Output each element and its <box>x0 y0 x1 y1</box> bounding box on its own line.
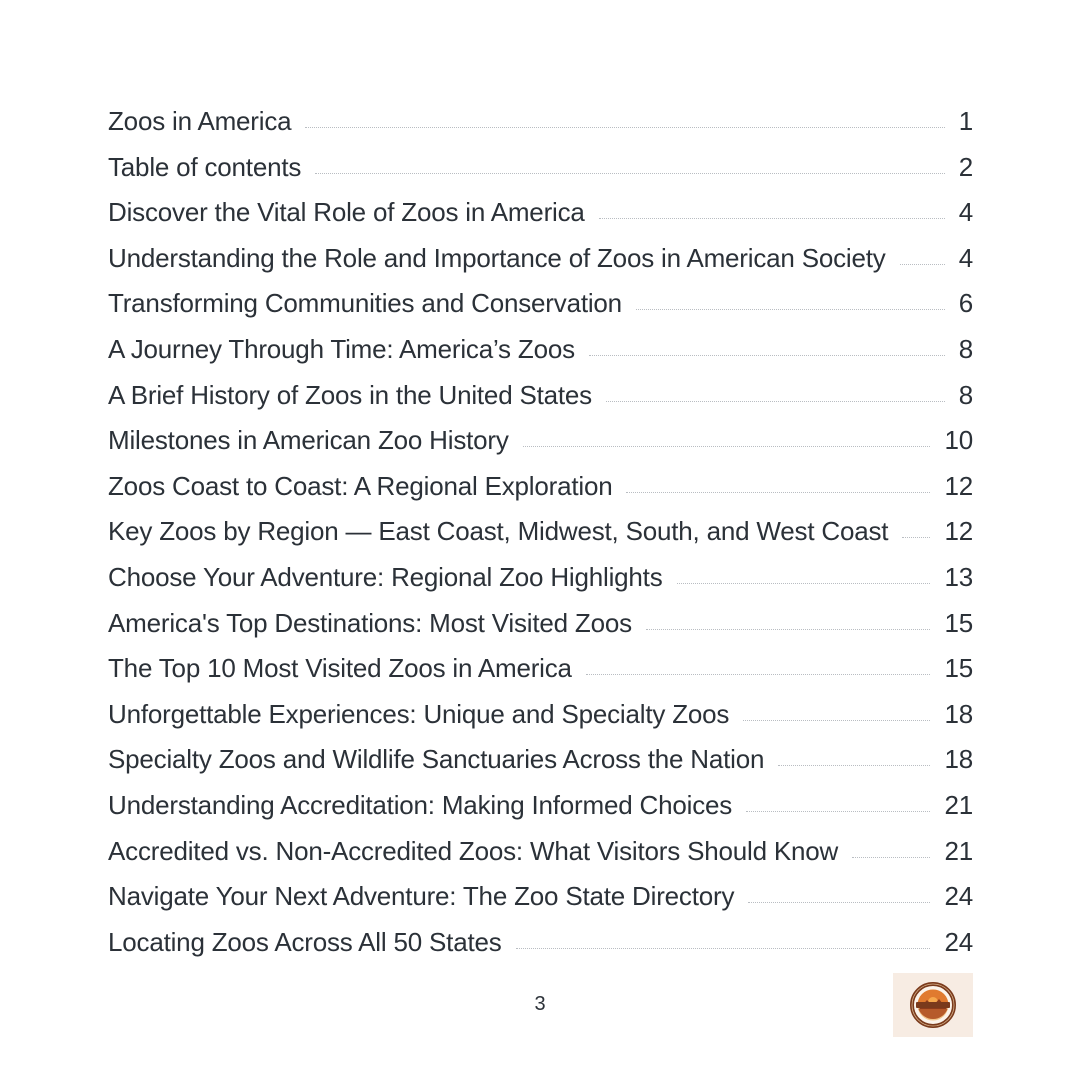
toc-entry-page: 8 <box>958 379 973 410</box>
dot-leader <box>305 127 944 128</box>
toc-entry-title: Transforming Communities and Conservation <box>108 288 622 319</box>
toc-entry[interactable] <box>108 236 973 282</box>
toc-entry-title: Discover the Vital Role of Zoos in America <box>108 197 585 228</box>
dot-leader <box>523 446 931 447</box>
toc-entry-page: 24 <box>944 926 973 957</box>
toc-entry[interactable] <box>108 99 973 145</box>
toc-entry-title: Navigate Your Next Adventure: The Zoo State Directory <box>108 881 735 912</box>
toc-entry[interactable] <box>108 418 973 464</box>
dot-leader <box>315 173 945 174</box>
toc-entry-title: Locating Zoos Across All 50 States <box>108 926 502 957</box>
toc-entry-page: 21 <box>944 835 973 866</box>
toc-entry-page: 8 <box>958 333 973 364</box>
dot-leader <box>636 309 945 310</box>
toc-entry-page: 15 <box>944 653 973 684</box>
toc-entry[interactable] <box>108 464 973 510</box>
toc-entry[interactable] <box>108 281 973 327</box>
toc-entry-page: 2 <box>958 151 973 182</box>
toc-entry-page: 15 <box>944 607 973 638</box>
toc-entry-page: 24 <box>944 881 973 912</box>
dot-leader <box>852 857 930 858</box>
toc-entry-page: 10 <box>944 425 973 456</box>
dot-leader <box>748 902 930 903</box>
toc-entry[interactable] <box>108 783 973 829</box>
toc-entry-title: Zoos in America <box>108 106 292 136</box>
toc-entry-title: Milestones in American Zoo History <box>108 425 509 456</box>
toc-entry-page: 18 <box>944 698 973 729</box>
dot-leader <box>646 629 931 630</box>
toc-entry[interactable] <box>108 509 973 555</box>
toc-entry[interactable] <box>108 555 973 601</box>
dot-leader <box>677 583 931 584</box>
toc-entry-page: 6 <box>958 288 973 319</box>
toc-entry-title: Key Zoos by Region — East Coast, Midwest, South, and West Coast <box>108 516 889 547</box>
toc-entry[interactable] <box>108 190 973 236</box>
toc-entry-page: 13 <box>944 561 973 592</box>
toc-entry[interactable] <box>108 646 973 692</box>
dot-leader <box>902 537 930 538</box>
toc-entry-page: 1 <box>958 106 973 136</box>
toc-entry[interactable] <box>108 829 973 875</box>
publisher-logo <box>893 973 973 1037</box>
dot-leader <box>516 948 931 949</box>
toc-entry[interactable] <box>108 145 973 191</box>
toc-entry-page: 4 <box>958 197 973 228</box>
zoo-badge-logo-icon <box>910 978 956 1032</box>
toc-entry-title: America's Top Destinations: Most Visited Zoos <box>108 607 632 638</box>
dot-leader <box>743 720 930 721</box>
dot-leader <box>778 765 930 766</box>
dot-leader <box>589 355 945 356</box>
toc-entry-title: Unforgettable Experiences: Unique and Specialty Zoos <box>108 698 730 729</box>
toc-entry-title: Understanding the Role and Importance of Zoos in American Society <box>108 242 886 273</box>
dot-leader <box>626 492 930 493</box>
toc-entry-page: 21 <box>944 789 973 820</box>
dot-leader <box>586 674 931 675</box>
toc-entry[interactable] <box>108 327 973 373</box>
toc-entry[interactable] <box>108 920 973 966</box>
dot-leader <box>599 218 945 219</box>
toc-entry[interactable] <box>108 692 973 738</box>
toc-entry-title: Specialty Zoos and Wildlife Sanctuaries Across the Nation <box>108 744 765 775</box>
page-number: 3 <box>534 993 546 1015</box>
toc-entry[interactable] <box>108 601 973 647</box>
dot-leader <box>900 264 945 265</box>
dot-leader <box>606 401 945 402</box>
toc-entry[interactable] <box>108 737 973 783</box>
toc-entry-title: The Top 10 Most Visited Zoos in America <box>108 653 572 684</box>
dot-leader <box>746 811 930 812</box>
toc-entry-title: A Journey Through Time: America’s Zoos <box>108 333 575 364</box>
toc-entry-title: Understanding Accreditation: Making Informed Choices <box>108 789 733 820</box>
toc-entry-page: 12 <box>944 470 973 501</box>
toc-entry-title: Accredited vs. Non-Accredited Zoos: What Visitors Should Know <box>108 835 839 866</box>
toc-entry-title: Table of contents <box>108 151 302 182</box>
toc-entry[interactable] <box>108 874 973 920</box>
toc-entry-title: A Brief History of Zoos in the United States <box>108 379 592 410</box>
toc-entry-title: Choose Your Adventure: Regional Zoo Highlights <box>108 561 663 592</box>
table-of-contents <box>108 99 973 965</box>
toc-entry-page: 18 <box>944 744 973 775</box>
toc-entry-title: Zoos Coast to Coast: A Regional Exploration <box>108 470 613 501</box>
toc-entry-page: 4 <box>958 242 973 273</box>
toc-entry-page: 12 <box>944 516 973 547</box>
toc-entry[interactable] <box>108 373 973 419</box>
